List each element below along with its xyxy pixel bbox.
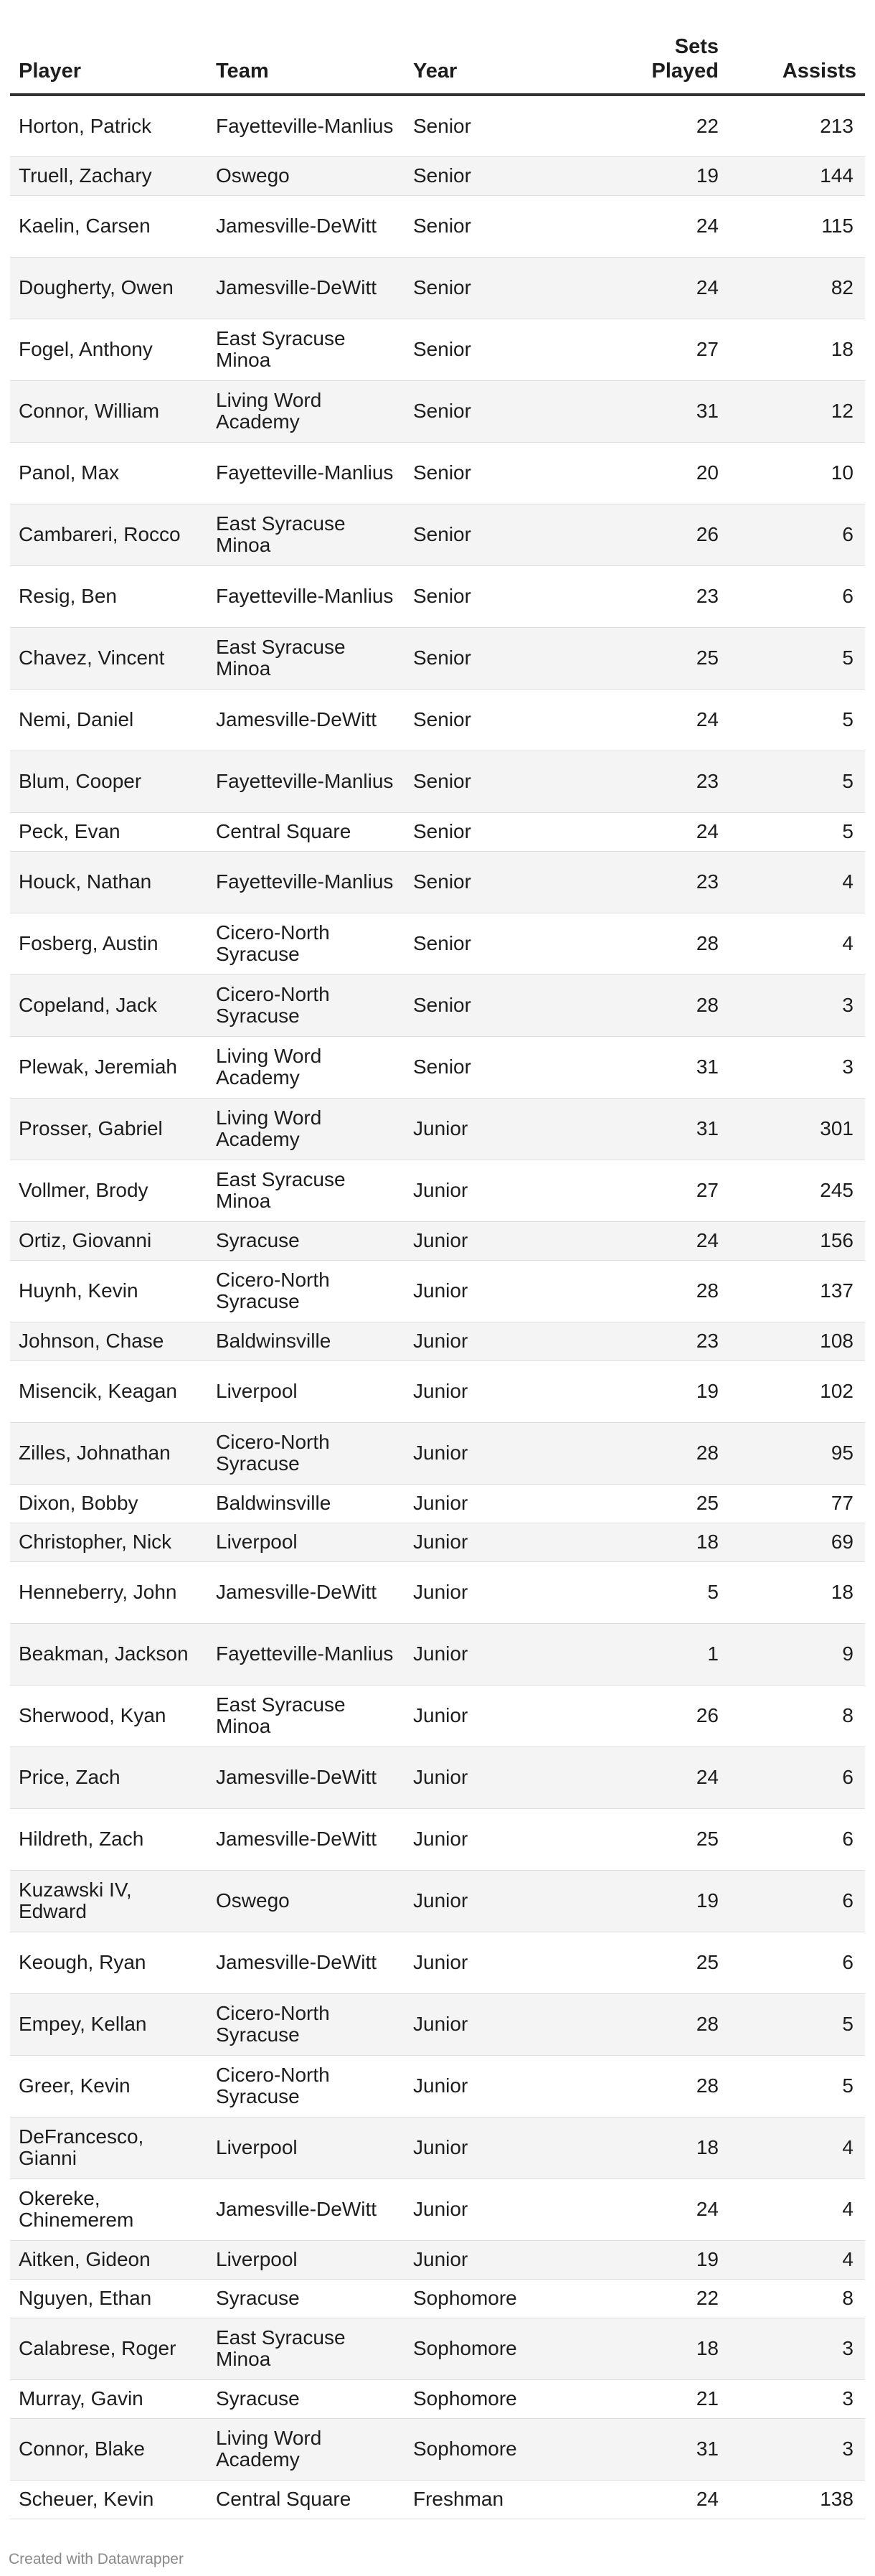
team-cell: Jamesville-DeWitt [207,1561,405,1623]
table-row [10,95,865,156]
team-cell: Oswego [207,156,405,195]
assists-cell: 18 [727,1561,865,1623]
year-cell: Senior [405,442,598,504]
team-cell: Oswego [207,1870,405,1932]
assists-cell: 4 [727,2240,865,2279]
team-cell: Fayetteville-Manlius [207,565,405,627]
player-cell: Henneberry, John [10,1561,207,1623]
assists-cell: 6 [727,1808,865,1870]
year-cell: Senior [405,1036,598,1098]
player-cell: Nemi, Daniel [10,689,207,751]
sets-played-cell: 5 [598,1561,727,1623]
year-cell: Senior [405,95,598,156]
header-sets-line2: Played [651,60,719,83]
year-cell: Junior [405,1160,598,1221]
assists-cell: 18 [727,319,865,380]
table-row [10,627,865,689]
sets-played-cell: 19 [598,156,727,195]
assists-cell: 3 [727,1036,865,1098]
assists-cell: 9 [727,1623,865,1685]
team-cell: Jamesville-DeWitt [207,257,405,319]
assists-cell: 8 [727,1685,865,1747]
year-cell: Junior [405,1360,598,1422]
player-cell: Empey, Kellan [10,1993,207,2055]
table-row [10,974,865,1036]
team-cell: Jamesville-DeWitt [207,2178,405,2240]
table-row [10,2117,865,2178]
team-cell: Fayetteville-Manlius [207,751,405,812]
table-body [10,95,865,2519]
table-row [10,1360,865,1422]
player-cell: Hildreth, Zach [10,1808,207,1870]
team-cell: East Syracuse Minoa [207,1160,405,1221]
table-row [10,1932,865,1993]
table-row [10,1260,865,1322]
assists-cell: 8 [727,2279,865,2318]
sets-played-cell: 24 [598,1221,727,1260]
year-cell: Senior [405,751,598,812]
table-row [10,442,865,504]
table-row [10,2418,865,2480]
assists-cell: 156 [727,1221,865,1260]
player-cell: Aitken, Gideon [10,2240,207,2279]
player-cell: Chavez, Vincent [10,627,207,689]
player-cell: Connor, William [10,380,207,442]
year-cell: Senior [405,851,598,913]
team-cell: Syracuse [207,2279,405,2318]
team-cell: Liverpool [207,2117,405,2178]
assists-cell: 77 [727,1484,865,1523]
player-cell: Prosser, Gabriel [10,1098,207,1160]
assists-cell: 301 [727,1098,865,1160]
sets-played-cell: 24 [598,195,727,257]
assists-cell: 4 [727,913,865,974]
team-cell: Living Word Academy [207,1098,405,1160]
player-cell: Misencik, Keagan [10,1360,207,1422]
year-cell: Sophomore [405,2418,598,2480]
stats-table [10,22,865,2519]
table-row [10,504,865,565]
player-cell: Houck, Nathan [10,851,207,913]
team-cell: Cicero-North Syracuse [207,1993,405,2055]
table-row [10,1685,865,1747]
table-row [10,2318,865,2379]
sets-played-cell: 28 [598,1422,727,1484]
table-row [10,689,865,751]
assists-cell: 102 [727,1360,865,1422]
table-row [10,156,865,195]
sets-played-cell: 23 [598,851,727,913]
sets-played-cell: 28 [598,974,727,1036]
assists-cell: 6 [727,504,865,565]
team-cell: Syracuse [207,1221,405,1260]
assists-cell: 5 [727,627,865,689]
sets-played-cell: 31 [598,1036,727,1098]
player-cell: Blum, Cooper [10,751,207,812]
year-cell: Junior [405,1523,598,1561]
player-cell: Copeland, Jack [10,974,207,1036]
table-row [10,380,865,442]
sets-played-cell: 26 [598,1685,727,1747]
player-cell: Keough, Ryan [10,1932,207,1993]
team-cell: Living Word Academy [207,1036,405,1098]
table-row [10,1221,865,1260]
year-cell: Junior [405,1098,598,1160]
datawrapper-credit: Created with Datawrapper [9,2551,184,2567]
sets-played-cell: 24 [598,2178,727,2240]
team-cell: Fayetteville-Manlius [207,1623,405,1685]
header-row [10,22,865,95]
assists-cell: 10 [727,442,865,504]
assists-cell: 95 [727,1422,865,1484]
assists-cell: 5 [727,751,865,812]
year-cell: Senior [405,504,598,565]
assists-cell: 3 [727,974,865,1036]
table-row [10,1808,865,1870]
year-cell: Senior [405,565,598,627]
sets-played-cell: 31 [598,2418,727,2480]
player-cell: Dougherty, Owen [10,257,207,319]
assists-cell: 3 [727,2379,865,2418]
table-row [10,913,865,974]
header-year[interactable]: Year [405,22,598,95]
sets-played-cell: 28 [598,913,727,974]
player-cell: Kuzawski IV, Edward [10,1870,207,1932]
sets-played-cell: 28 [598,1993,727,2055]
team-cell: Jamesville-DeWitt [207,195,405,257]
sets-played-cell: 25 [598,1808,727,1870]
table-row [10,751,865,812]
sets-played-cell: 25 [598,1484,727,1523]
table-row [10,2055,865,2117]
team-cell: Liverpool [207,1523,405,1561]
year-cell: Junior [405,1870,598,1932]
player-cell: Murray, Gavin [10,2379,207,2418]
table-row [10,1098,865,1160]
team-cell: Living Word Academy [207,2418,405,2480]
player-cell: Beakman, Jackson [10,1623,207,1685]
assists-cell: 5 [727,2055,865,2117]
player-cell: Dixon, Bobby [10,1484,207,1523]
assists-cell: 3 [727,2318,865,2379]
player-cell: Connor, Blake [10,2418,207,2480]
sets-played-cell: 27 [598,1160,727,1221]
sets-played-cell: 22 [598,95,727,156]
assists-cell: 12 [727,380,865,442]
team-cell: Jamesville-DeWitt [207,1747,405,1808]
sets-played-cell: 27 [598,319,727,380]
team-cell: Baldwinsville [207,1484,405,1523]
team-cell: Cicero-North Syracuse [207,1260,405,1322]
assists-cell: 213 [727,95,865,156]
team-cell: Jamesville-DeWitt [207,1932,405,1993]
header-sets-line1: Sets [674,35,719,58]
assists-cell: 6 [727,1932,865,1993]
assists-cell: 138 [727,2480,865,2519]
header-assists[interactable]: Assists [727,22,865,95]
year-cell: Junior [405,1808,598,1870]
team-cell: Fayetteville-Manlius [207,95,405,156]
assists-cell: 115 [727,195,865,257]
team-cell: East Syracuse Minoa [207,504,405,565]
table-row [10,1036,865,1098]
assists-cell: 69 [727,1523,865,1561]
sets-played-cell: 25 [598,1932,727,1993]
assists-cell: 245 [727,1160,865,1221]
year-cell: Junior [405,2117,598,2178]
year-cell: Senior [405,689,598,751]
year-cell: Junior [405,2055,598,2117]
table-row [10,1747,865,1808]
table-row [10,2178,865,2240]
player-cell: Fogel, Anthony [10,319,207,380]
sets-played-cell: 28 [598,1260,727,1322]
team-cell: East Syracuse Minoa [207,627,405,689]
player-cell: Kaelin, Carsen [10,195,207,257]
year-cell: Sophomore [405,2279,598,2318]
team-cell: East Syracuse Minoa [207,319,405,380]
player-cell: Vollmer, Brody [10,1160,207,1221]
player-cell: DeFrancesco, Gianni [10,2117,207,2178]
assists-cell: 108 [727,1322,865,1360]
year-cell: Junior [405,2178,598,2240]
sets-played-cell: 23 [598,1322,727,1360]
year-cell: Sophomore [405,2318,598,2379]
assists-cell: 82 [727,257,865,319]
year-cell: Junior [405,1932,598,1993]
player-cell: Truell, Zachary [10,156,207,195]
player-cell: Greer, Kevin [10,2055,207,2117]
sets-played-cell: 24 [598,2480,727,2519]
year-cell: Junior [405,1260,598,1322]
year-cell: Junior [405,2240,598,2279]
team-cell: Central Square [207,812,405,851]
year-cell: Senior [405,974,598,1036]
team-cell: East Syracuse Minoa [207,1685,405,1747]
table-row [10,851,865,913]
sets-played-cell: 21 [598,2379,727,2418]
sets-played-cell: 24 [598,812,727,851]
table-row [10,1561,865,1623]
sets-played-cell: 18 [598,2117,727,2178]
sets-played-cell: 19 [598,1870,727,1932]
sets-played-cell: 24 [598,689,727,751]
sets-played-cell: 20 [598,442,727,504]
year-cell: Senior [405,156,598,195]
player-cell: Price, Zach [10,1747,207,1808]
year-cell: Junior [405,1561,598,1623]
table-row [10,565,865,627]
assists-cell: 5 [727,812,865,851]
sets-played-cell: 23 [598,751,727,812]
sets-played-cell: 19 [598,2240,727,2279]
assists-cell: 6 [727,1870,865,1932]
player-cell: Sherwood, Kyan [10,1685,207,1747]
year-cell: Junior [405,1685,598,1747]
player-cell: Calabrese, Roger [10,2318,207,2379]
assists-cell: 5 [727,689,865,751]
year-cell: Junior [405,1322,598,1360]
team-cell: East Syracuse Minoa [207,2318,405,2379]
team-cell: Cicero-North Syracuse [207,974,405,1036]
sets-played-cell: 31 [598,1098,727,1160]
sets-played-cell: 25 [598,627,727,689]
sets-played-cell: 18 [598,1523,727,1561]
year-cell: Junior [405,1221,598,1260]
year-cell: Junior [405,1993,598,2055]
sets-played-cell: 26 [598,504,727,565]
table-row [10,1623,865,1685]
year-cell: Senior [405,913,598,974]
assists-cell: 3 [727,2418,865,2480]
sets-played-cell: 1 [598,1623,727,1685]
team-cell: Cicero-North Syracuse [207,913,405,974]
header-player[interactable]: Player [10,22,207,95]
sets-played-cell: 28 [598,2055,727,2117]
sets-played-cell: 18 [598,2318,727,2379]
player-cell: Plewak, Jeremiah [10,1036,207,1098]
table-row [10,1993,865,2055]
team-cell: Cicero-North Syracuse [207,2055,405,2117]
team-cell: Living Word Academy [207,380,405,442]
team-cell: Syracuse [207,2379,405,2418]
assists-cell: 144 [727,156,865,195]
table-header [10,22,865,95]
player-cell: Johnson, Chase [10,1322,207,1360]
team-cell: Fayetteville-Manlius [207,851,405,913]
year-cell: Senior [405,257,598,319]
sets-played-cell: 31 [598,380,727,442]
team-cell: Jamesville-DeWitt [207,689,405,751]
player-cell: Huynh, Kevin [10,1260,207,1322]
table-row [10,2480,865,2519]
team-cell: Liverpool [207,1360,405,1422]
assists-cell: 4 [727,2117,865,2178]
sets-played-cell: 22 [598,2279,727,2318]
assists-cell: 6 [727,565,865,627]
table-row [10,1160,865,1221]
table-row [10,1322,865,1360]
team-cell: Fayetteville-Manlius [207,442,405,504]
player-cell: Cambareri, Rocco [10,504,207,565]
table-row [10,1870,865,1932]
sets-played-cell: 23 [598,565,727,627]
header-sets-played[interactable] [598,22,727,95]
year-cell: Junior [405,1422,598,1484]
sets-played-cell: 19 [598,1360,727,1422]
year-cell: Senior [405,195,598,257]
table-row [10,1422,865,1484]
player-cell: Ortiz, Giovanni [10,1221,207,1260]
year-cell: Freshman [405,2480,598,2519]
player-cell: Scheuer, Kevin [10,2480,207,2519]
table-row [10,2379,865,2418]
player-cell: Nguyen, Ethan [10,2279,207,2318]
header-team[interactable]: Team [207,22,405,95]
team-cell: Cicero-North Syracuse [207,1422,405,1484]
table-row [10,195,865,257]
team-cell: Central Square [207,2480,405,2519]
year-cell: Senior [405,627,598,689]
table-row [10,812,865,851]
assists-cell: 6 [727,1747,865,1808]
sets-played-cell: 24 [598,257,727,319]
player-cell: Panol, Max [10,442,207,504]
assists-cell: 4 [727,851,865,913]
year-cell: Senior [405,380,598,442]
table-row [10,2240,865,2279]
team-cell: Baldwinsville [207,1322,405,1360]
year-cell: Senior [405,812,598,851]
table-row [10,1523,865,1561]
year-cell: Junior [405,1623,598,1685]
assists-cell: 4 [727,2178,865,2240]
team-cell: Liverpool [207,2240,405,2279]
assists-cell: 5 [727,1993,865,2055]
player-cell: Resig, Ben [10,565,207,627]
player-cell: Okereke, Chinemerem [10,2178,207,2240]
sets-played-cell: 24 [598,1747,727,1808]
player-cell: Christopher, Nick [10,1523,207,1561]
player-cell: Peck, Evan [10,812,207,851]
year-cell: Junior [405,1484,598,1523]
table-row [10,2279,865,2318]
player-cell: Fosberg, Austin [10,913,207,974]
player-cell: Horton, Patrick [10,95,207,156]
table-row [10,319,865,380]
assists-cell: 137 [727,1260,865,1322]
table-row [10,1484,865,1523]
team-cell: Jamesville-DeWitt [207,1808,405,1870]
year-cell: Sophomore [405,2379,598,2418]
year-cell: Junior [405,1747,598,1808]
player-cell: Zilles, Johnathan [10,1422,207,1484]
year-cell: Senior [405,319,598,380]
table-row [10,257,865,319]
